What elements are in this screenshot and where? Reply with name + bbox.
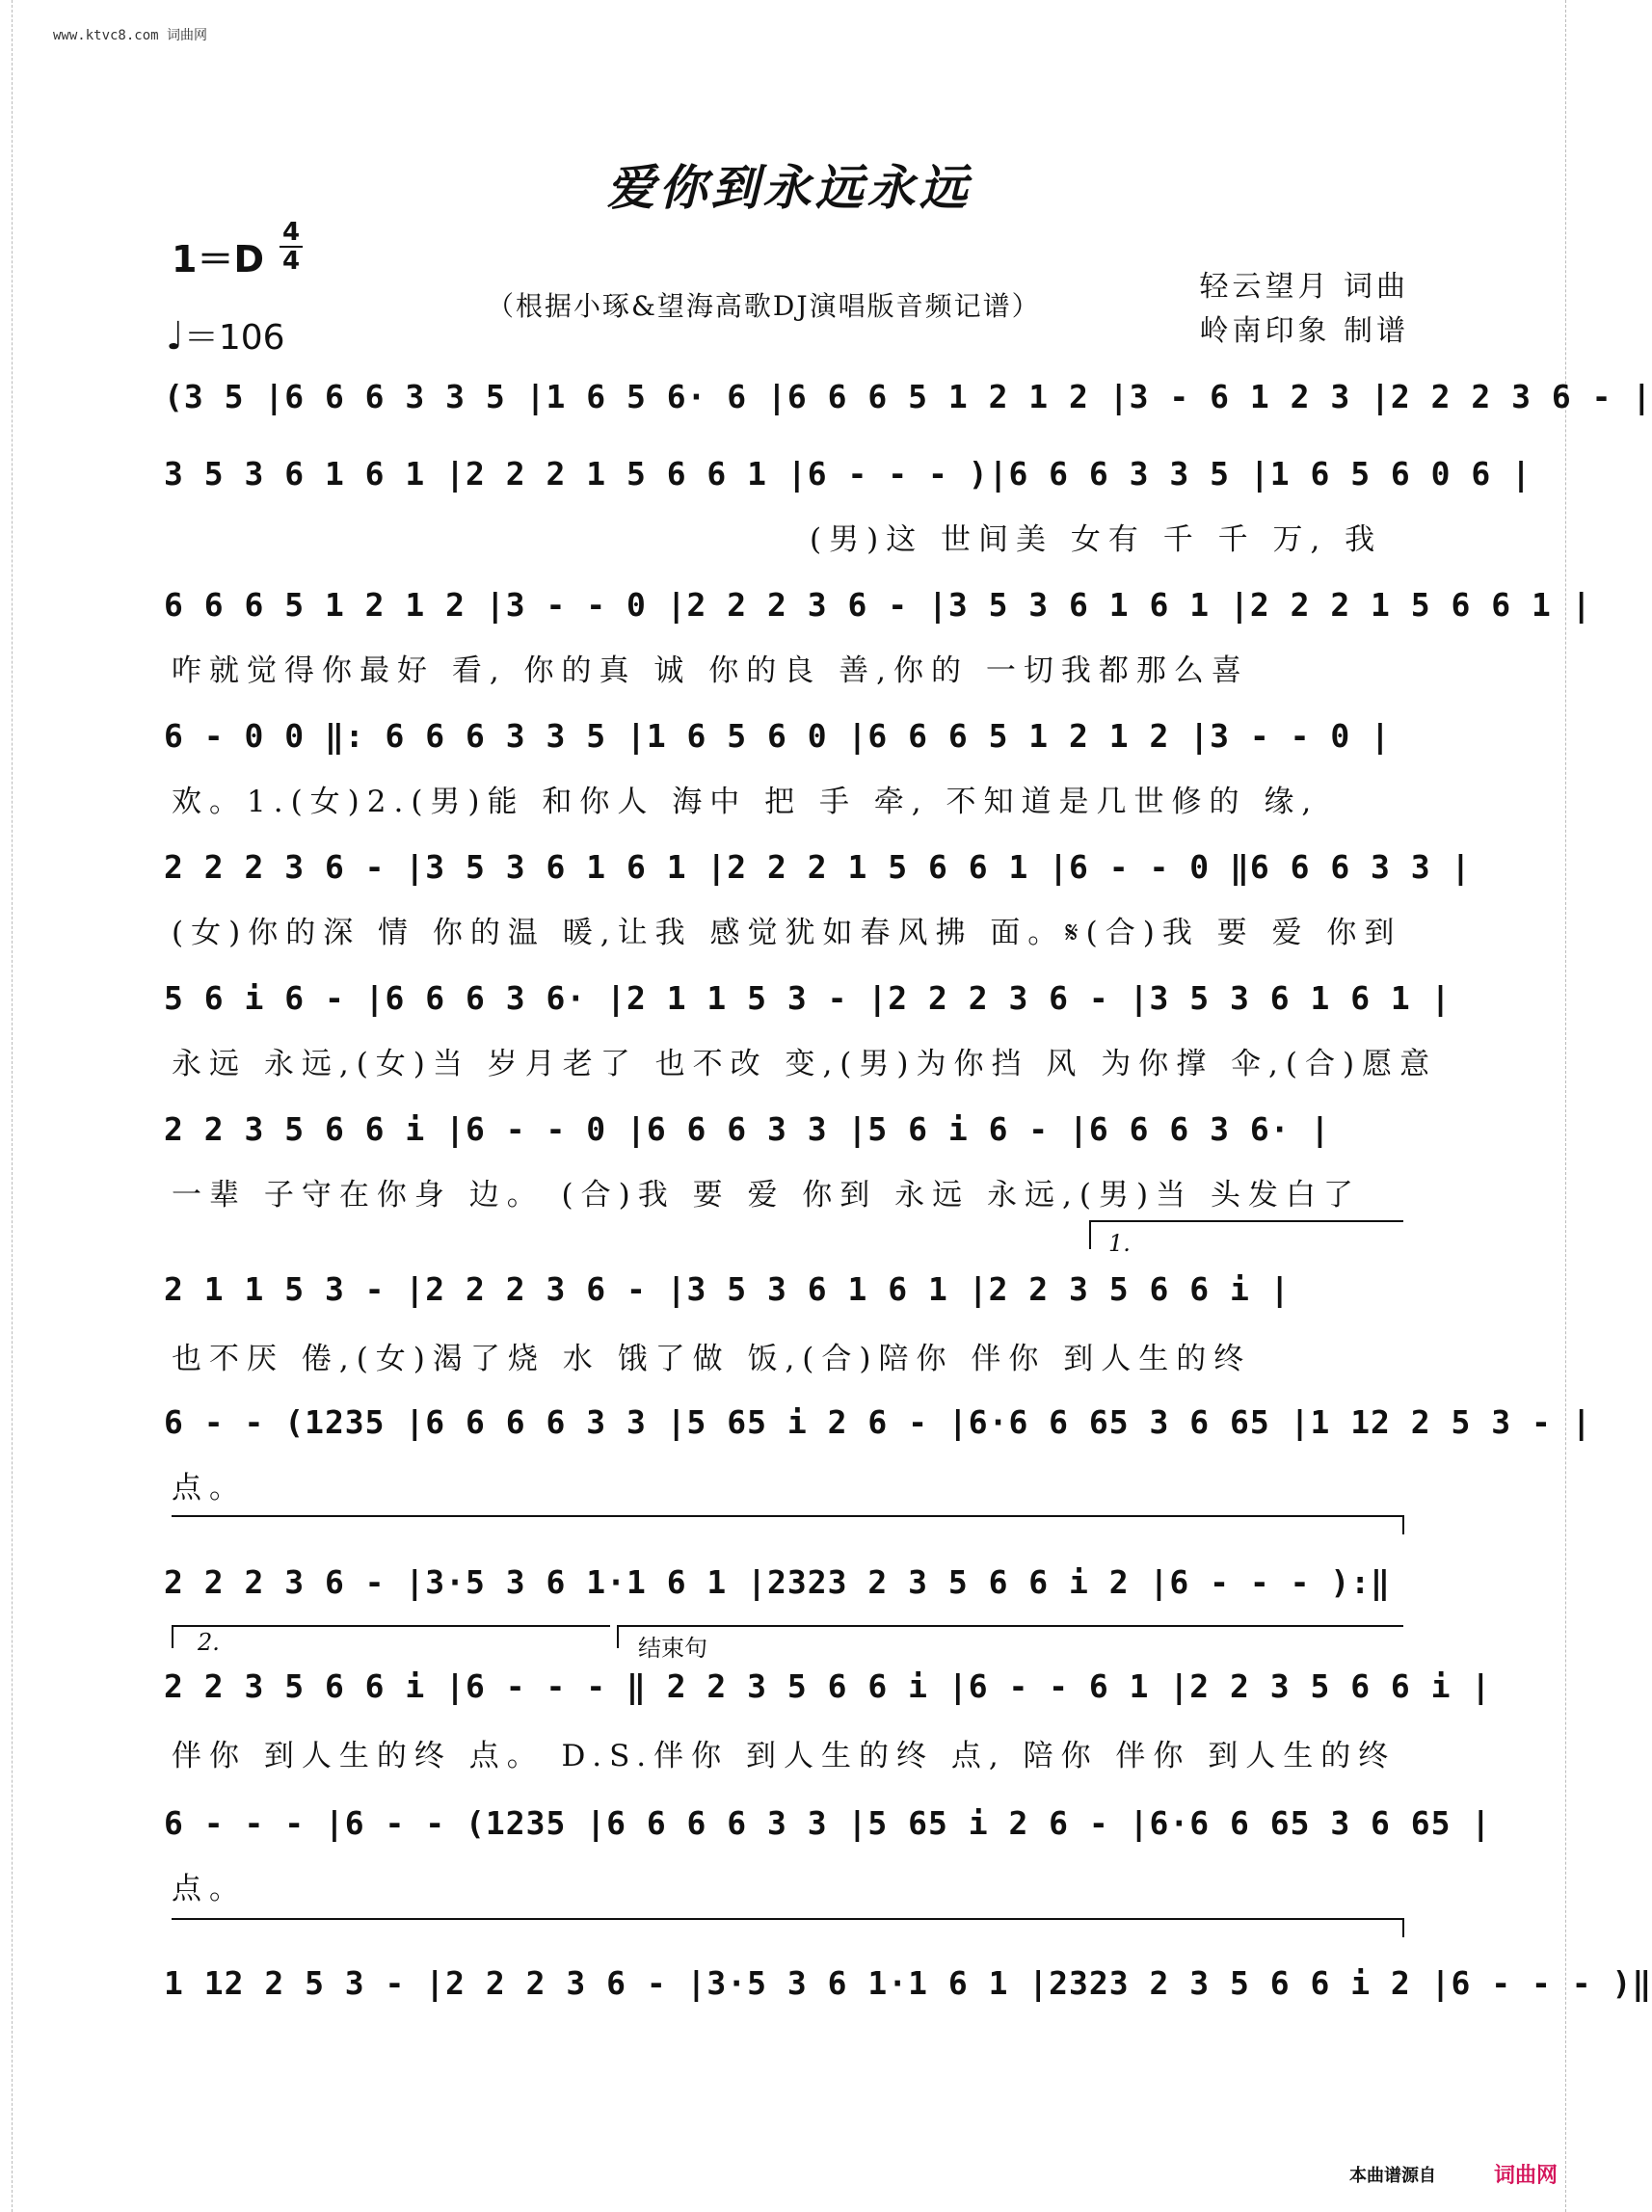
lyric-line: 点。	[172, 1872, 247, 1906]
lyric-line: 欢。1.(女)2.(男)能 和你人 海中 把 手 牵, 不知道是几世修的 缘,	[172, 785, 1319, 819]
transcription-source: （根据小琢&望海高歌DJ演唱版音频记谱）	[487, 290, 1041, 322]
lyric-line: 一辈 子守在你身 边。 (合)我 要 爱 你到 永远 永远,(男)当 头发白了	[172, 1178, 1361, 1213]
stave-line: (3 5 |6 6 6 3 3 5 |1 6 5 6· 6 |6 6 6 5 1 2 1 2 |3 - 6 1 2 3 |2 2 2 3 6 - |	[164, 378, 1652, 415]
stave-line: 2 1 1 5 3 - |2 2 2 3 6 - |3 5 3 6 1 6 1 |2 2 3 5 6 6 i |	[164, 1270, 1291, 1308]
lyric-line: 永远 永远,(女)当 岁月老了 也不改 变,(男)为你挡 风 为你撑 伞,(合)愿意	[172, 1047, 1438, 1081]
volta-1-label: 1.	[1108, 1230, 1131, 1257]
stave-line: 2 2 3 5 6 6 i |6 - - 0 |6 6 6 3 3 |5 6 i 6 - |6 6 6 3 6· |	[164, 1110, 1331, 1148]
time-signature-bottom: 4	[281, 247, 301, 276]
site-url[interactable]: www.ktvc8.com 词曲网	[53, 28, 208, 43]
section-divider	[172, 1515, 1403, 1517]
time-signature	[280, 220, 303, 274]
lyric-line: 伴你 到人生的终 点。 D.S.伴你 到人生的终 点, 陪你 伴你 到人生的终	[172, 1739, 1397, 1773]
tempo-marking	[166, 310, 285, 360]
stave-line: 6 - - (1235 |6 6 6 6 3 3 |5 65 i 2 6 - |6·6 6 65 3 6 65 |1 12 2 5 3 - |	[164, 1403, 1592, 1441]
stave-line: 2 2 2 3 6 - |3·5 3 6 1·1 6 1 |2323 2 3 5 6 6 i 2 |6 - - - ):‖	[164, 1563, 1391, 1601]
volta-bracket	[172, 1625, 610, 1627]
volta-2-label: 2.	[198, 1629, 220, 1656]
footer-source-label: 本曲谱源自	[1349, 2166, 1436, 2186]
stave-line: 2 2 3 5 6 6 i |6 - - - ‖ 2 2 3 5 6 6 i |6 - - 6 1 |2 2 3 5 6 6 i |	[164, 1667, 1492, 1705]
ending-label: 结束句	[638, 1635, 707, 1662]
volta-bracket	[1089, 1220, 1403, 1222]
tempo-value: ＝106	[183, 318, 285, 358]
lyrics-credit: 轻云望月 词曲	[1199, 270, 1409, 304]
lyric-line: (男)这 世间美 女有 千 千 万, 我	[810, 522, 1383, 557]
stave-line: 2 2 2 3 6 - |3 5 3 6 1 6 1 |2 2 2 1 5 6 6 1 |6 - - 0 ‖6 6 6 3 3 |	[164, 848, 1472, 886]
stave-line: 6 6 6 5 1 2 1 2 |3 - - 0 |2 2 2 3 6 - |3 5 3 6 1 6 1 |2 2 2 1 5 6 6 1 |	[164, 586, 1592, 624]
stave-line: 6 - - - |6 - - (1235 |6 6 6 6 3 3 |5 65 i 2 6 - |6·6 6 65 3 6 65 |	[164, 1804, 1492, 1842]
ending-bracket	[617, 1625, 1403, 1627]
section-divider	[172, 1918, 1403, 1920]
stave-line: 3 5 3 6 1 6 1 |2 2 2 1 5 6 6 1 |6 - - - )|6 6 6 3 3 5 |1 6 5 6 0 6 |	[164, 455, 1532, 493]
lyric-line: 点。	[172, 1471, 247, 1506]
right-margin-strip	[1565, 0, 1578, 2212]
key-signature: 1＝D	[172, 238, 264, 280]
time-signature-top: 4	[281, 218, 301, 247]
score-credit: 岭南印象 制谱	[1199, 314, 1409, 348]
lyric-line: 咋就觉得你最好 看, 你的真 诚 你的良 善,你的 一切我都那么喜	[172, 653, 1249, 688]
lyric-line: (女)你的深 情 你的温 暖,让我 感觉犹如春风拂 面。𝄋(合)我 要 爱 你到	[172, 916, 1402, 950]
stave-line: 6 - 0 0 ‖: 6 6 6 3 3 5 |1 6 5 6 0 |6 6 6 5 1 2 1 2 |3 - - 0 |	[164, 717, 1391, 755]
left-margin-strip	[0, 0, 13, 2212]
lyric-line: 也不厌 倦,(女)渴了烧 水 饿了做 饭,(合)陪你 伴你 到人生的终	[172, 1342, 1252, 1376]
quarter-note-icon: ♩	[166, 314, 184, 359]
song-title: 爱你到永远永远	[606, 159, 972, 216]
stave-line: 1 12 2 5 3 - |2 2 2 3 6 - |3·5 3 6 1·1 6 1 |2323 2 3 5 6 6 i 2 |6 - - - )‖	[164, 1964, 1652, 2002]
stave-line: 5 6 i 6 - |6 6 6 3 6· |2 1 1 5 3 - |2 2 2 3 6 - |3 5 3 6 1 6 1 |	[164, 979, 1452, 1017]
site-logo[interactable]: 词曲网	[1494, 2164, 1559, 2188]
